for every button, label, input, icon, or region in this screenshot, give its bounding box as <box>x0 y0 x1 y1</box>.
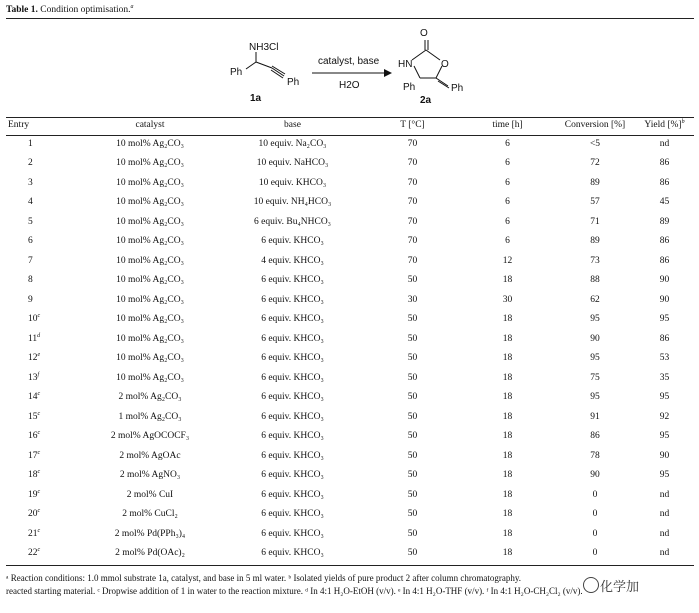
cell-base: 6 equiv. KHCO₃ <box>261 470 324 481</box>
cell-conversion: 88 <box>590 275 600 286</box>
cell-entry <box>6 466 80 486</box>
cell-temperature: 50 <box>407 333 418 344</box>
cell-yield: nd <box>659 548 670 559</box>
cell-entry <box>6 524 80 544</box>
cell-entry <box>6 134 80 154</box>
entry-footnote-mark: d <box>37 332 41 339</box>
cell-conversion: 62 <box>590 294 600 305</box>
cell-temperature: 30 <box>407 294 418 305</box>
cell-base: 6 equiv. KHCO₃ <box>261 450 324 461</box>
header-catalyst: catalyst <box>135 120 165 130</box>
table-row <box>6 251 694 271</box>
entry-number: 14 <box>28 392 38 403</box>
cell-entry <box>6 427 80 447</box>
cell-time: 18 <box>502 372 513 383</box>
cell-yield: 86 <box>659 158 670 169</box>
cell-conversion: 90 <box>590 333 600 344</box>
cell-conversion: 90 <box>590 470 600 481</box>
entry-number: 19 <box>28 489 38 500</box>
entry-footnote-mark: c <box>37 430 41 437</box>
cell-time: 30 <box>502 294 513 305</box>
cell-catalyst: 10 mol% Ag₂CO₃ <box>116 197 184 208</box>
entry-number: 18 <box>28 470 38 481</box>
header-bottom-rule <box>6 135 694 136</box>
cell-base: 6 equiv. KHCO₃ <box>261 314 324 325</box>
cell-yield: 95 <box>659 314 670 325</box>
cell-base: 10 equiv. Na₂CO₃ <box>258 138 327 149</box>
cell-entry <box>6 505 80 525</box>
cell-base: 6 equiv. KHCO₃ <box>261 548 324 559</box>
cell-conversion: 89 <box>590 236 600 247</box>
cell-conversion: 73 <box>590 255 600 266</box>
cell-temperature: 50 <box>407 275 418 286</box>
cell-base: 6 equiv. KHCO₃ <box>261 489 324 500</box>
cell-catalyst: 2 mol% Ag₂CO₃ <box>118 392 182 403</box>
cell-yield: 92 <box>659 411 670 422</box>
cell-entry <box>6 173 80 193</box>
table-caption <box>6 5 134 15</box>
cell-catalyst: 10 mol% Ag₂CO₃ <box>116 333 184 344</box>
reactant-ph1: Ph <box>230 67 243 78</box>
entry-number: 5 <box>28 216 33 227</box>
header-yield-text: Yield [%] <box>644 120 682 130</box>
cell-temperature: 70 <box>407 236 418 247</box>
entry-footnote-mark: e <box>37 352 41 359</box>
table-row <box>6 544 694 564</box>
cell-yield: 53 <box>659 353 670 364</box>
entry-number: 12 <box>28 353 38 364</box>
table-row <box>6 427 694 447</box>
entry-footnote-mark: c <box>37 313 41 320</box>
cell-yield: 90 <box>659 450 670 461</box>
table-row <box>6 485 694 505</box>
cell-entry <box>6 446 80 466</box>
cell-time: 18 <box>502 470 513 481</box>
table-row <box>6 524 694 544</box>
entry-number: 15 <box>28 411 38 422</box>
cell-time: 18 <box>502 314 513 325</box>
table-row <box>6 349 694 369</box>
reactant-ph2: Ph <box>287 77 300 88</box>
cell-time: 18 <box>502 431 513 442</box>
entry-number: 1 <box>28 138 33 149</box>
cell-time: 6 <box>505 216 510 227</box>
product-carbonyl-o: O <box>420 28 428 39</box>
entry-number: 3 <box>28 177 33 188</box>
cell-catalyst: 2 mol% AgNO₃ <box>119 470 181 481</box>
cell-temperature: 50 <box>407 431 418 442</box>
cell-entry <box>6 193 80 213</box>
cell-temperature: 70 <box>407 177 418 188</box>
product-2a-structure <box>398 28 463 106</box>
cell-yield: 90 <box>659 275 670 286</box>
table-row <box>6 407 694 427</box>
entry-number: 10 <box>28 314 38 325</box>
cell-temperature: 50 <box>407 392 418 403</box>
cell-conversion: 0 <box>592 548 598 559</box>
entry-footnote-mark: c <box>37 391 41 398</box>
cell-entry <box>6 154 80 174</box>
cell-conversion: 95 <box>590 314 600 325</box>
cell-entry <box>6 271 80 291</box>
cell-yield: nd <box>659 138 670 149</box>
cell-catalyst: 10 mol% Ag₂CO₃ <box>116 255 184 266</box>
cell-temperature: 70 <box>407 197 418 208</box>
cell-entry <box>6 544 80 564</box>
header-entry: Entry <box>8 120 30 130</box>
cell-conversion: 78 <box>590 450 600 461</box>
cell-temperature: 70 <box>407 158 418 169</box>
cell-time: 6 <box>505 138 510 149</box>
cell-catalyst: 10 mol% Ag₂CO₃ <box>116 138 184 149</box>
cell-time: 18 <box>502 548 513 559</box>
cell-temperature: 50 <box>407 411 418 422</box>
table-row <box>6 154 694 174</box>
cell-yield: 86 <box>659 255 670 266</box>
entry-footnote-mark: c <box>37 488 41 495</box>
cell-catalyst: 10 mol% Ag₂CO₃ <box>116 372 184 383</box>
cell-entry <box>6 310 80 330</box>
cell-catalyst: 2 mol% AgOCOCF₃ <box>110 431 190 442</box>
watermark-text: 化学加 <box>600 580 640 595</box>
cell-entry <box>6 232 80 252</box>
cell-conversion: 57 <box>590 197 600 208</box>
reactant-label: 1a <box>250 93 262 104</box>
entry-number: 6 <box>28 236 33 247</box>
table-header-row <box>6 116 694 134</box>
cell-entry <box>6 388 80 408</box>
entry-number: 17 <box>28 450 38 461</box>
cell-catalyst: 2 mol% CuI <box>126 489 174 500</box>
cell-temperature: 50 <box>407 450 418 461</box>
cell-temperature: 50 <box>407 489 418 500</box>
cell-time: 6 <box>505 236 510 247</box>
cell-time: 6 <box>505 158 510 169</box>
entry-number: 16 <box>28 431 38 442</box>
entry-number: 22 <box>28 548 38 559</box>
table-row <box>6 388 694 408</box>
header-time: time [h] <box>492 120 523 130</box>
cell-time: 18 <box>502 353 513 364</box>
cell-catalyst: 10 mol% Ag₂CO₃ <box>116 236 184 247</box>
cell-catalyst: 10 mol% Ag₂CO₃ <box>116 314 184 325</box>
cell-base: 6 equiv. KHCO₃ <box>261 509 324 520</box>
top-rule <box>6 18 694 19</box>
cell-yield: 86 <box>659 177 670 188</box>
cell-conversion: 72 <box>590 158 600 169</box>
entry-footnote-mark: c <box>37 469 41 476</box>
entry-footnote-mark: c <box>37 547 41 554</box>
cell-entry <box>6 251 80 271</box>
product-hn: HN <box>398 59 413 70</box>
cell-yield: nd <box>659 509 670 520</box>
cell-catalyst: 2 mol% Pd(OAc)₂ <box>115 548 185 559</box>
cell-yield: nd <box>659 528 670 539</box>
cell-base: 6 equiv. KHCO₃ <box>261 528 324 539</box>
cell-temperature: 50 <box>407 353 418 364</box>
cell-time: 6 <box>505 197 510 208</box>
entry-number: 4 <box>28 197 33 208</box>
cell-conversion: 0 <box>592 528 598 539</box>
cell-entry <box>6 290 80 310</box>
cell-conversion: 86 <box>590 431 600 442</box>
table-row <box>6 368 694 388</box>
table-row <box>6 446 694 466</box>
cell-temperature: 50 <box>407 470 418 481</box>
table-row <box>6 212 694 232</box>
cell-base: 6 equiv. KHCO₃ <box>261 275 324 286</box>
cell-yield: 86 <box>659 333 670 344</box>
entry-number: 11 <box>28 333 38 344</box>
cell-temperature: 70 <box>407 138 418 149</box>
cell-time: 12 <box>502 255 513 266</box>
header-yield-sup: b <box>681 118 685 125</box>
cell-base: 6 equiv. KHCO₃ <box>261 411 324 422</box>
cell-temperature: 50 <box>407 548 418 559</box>
table-row <box>6 193 694 213</box>
product-ph2: Ph <box>451 83 464 94</box>
cell-catalyst: 10 mol% Ag₂CO₃ <box>116 294 184 305</box>
entry-number: 2 <box>28 158 33 169</box>
table-row <box>6 310 694 330</box>
table-row <box>6 329 694 349</box>
table-row <box>6 232 694 252</box>
header-yield <box>635 116 694 134</box>
cell-conversion: 75 <box>590 372 600 383</box>
cell-catalyst: 2 mol% Pd(PPh₃)₄ <box>114 528 186 539</box>
cell-base: 10 equiv. NaHCO₃ <box>256 158 329 169</box>
cell-temperature: 70 <box>407 216 418 227</box>
cell-yield: 95 <box>659 392 670 403</box>
table-body <box>6 134 694 563</box>
cell-base: 6 equiv. KHCO₃ <box>261 333 324 344</box>
cell-temperature: 50 <box>407 372 418 383</box>
cell-base: 10 equiv. KHCO₃ <box>258 177 327 188</box>
cell-yield: nd <box>659 489 670 500</box>
reactant-1a-structure <box>230 42 299 104</box>
cell-time: 18 <box>502 392 513 403</box>
cell-catalyst: 1 mol% Ag₂CO₃ <box>118 411 182 422</box>
cell-conversion: 91 <box>590 411 600 422</box>
cell-catalyst: 10 mol% Ag₂CO₃ <box>116 353 184 364</box>
cell-conversion: 95 <box>590 392 600 403</box>
cell-time: 18 <box>502 275 513 286</box>
reaction-arrow <box>312 56 392 91</box>
product-label: 2a <box>420 95 432 106</box>
entry-number: 7 <box>28 255 33 266</box>
cell-catalyst: 10 mol% Ag₂CO₃ <box>116 275 184 286</box>
cell-yield: 45 <box>659 197 670 208</box>
entry-footnote-mark: c <box>37 527 41 534</box>
caption-label: Table 1. <box>6 5 38 15</box>
cell-entry <box>6 212 80 232</box>
entry-number: 9 <box>28 294 33 305</box>
footnote-line-1: ᵃ Reaction conditions: 1.0 mmol substrate 1a, catalyst, and base in 5 ml water. ᵇ Isolated yields of pure product 2 after column chromatography. <box>6 573 522 583</box>
cell-base: 6 equiv. Bu₄NHCO₃ <box>254 216 331 227</box>
reactant-amine: NH3Cl <box>249 42 279 53</box>
table-row <box>6 505 694 525</box>
cell-temperature: 50 <box>407 528 418 539</box>
entry-number: 20 <box>28 509 38 520</box>
cell-time: 18 <box>502 528 513 539</box>
cell-yield: 90 <box>659 294 670 305</box>
table-bottom-rule <box>6 565 694 566</box>
table-row <box>6 466 694 486</box>
cell-time: 18 <box>502 411 513 422</box>
cell-time: 18 <box>502 509 513 520</box>
cell-catalyst: 10 mol% Ag₂CO₃ <box>116 158 184 169</box>
entry-footnote-mark: c <box>37 508 41 515</box>
table-row <box>6 290 694 310</box>
cell-catalyst: 2 mol% AgOAc <box>119 450 181 461</box>
cell-temperature: 50 <box>407 509 418 520</box>
cell-time: 6 <box>505 177 510 188</box>
conditions-table <box>6 116 694 563</box>
cell-entry <box>6 407 80 427</box>
cell-catalyst: 2 mol% CuCl₂ <box>122 509 178 520</box>
arrow-bottom-label: H2O <box>339 80 360 91</box>
table-row <box>6 271 694 291</box>
cell-conversion: <5 <box>589 138 601 149</box>
cell-catalyst: 10 mol% Ag₂CO₃ <box>116 216 184 227</box>
entry-number: 13 <box>28 372 38 383</box>
reaction-scheme <box>0 22 699 118</box>
cell-temperature: 50 <box>407 314 418 325</box>
entry-number: 8 <box>28 275 33 286</box>
header-temperature: T [°C] <box>400 120 425 130</box>
cell-conversion: 89 <box>590 177 600 188</box>
product-ph1: Ph <box>403 82 416 93</box>
cell-conversion: 0 <box>592 489 598 500</box>
header-base: base <box>284 120 301 130</box>
footnote-line-2: reacted starting material. ᶜ Dropwise addition of 1 in water to the reaction mixture. ᵈ In 4:1 H₂O-EtOH (v/v). ᵉ In 4:1 H₂O-THF (v/v). ᶠ In 4:1 H₂O-CH₂Cl₂ (v/v). <box>6 586 583 596</box>
cell-base: 4 equiv. KHCO₃ <box>261 255 324 266</box>
header-conversion: Conversion [%] <box>564 120 626 130</box>
cell-yield: 86 <box>659 236 670 247</box>
cell-entry <box>6 329 80 349</box>
entry-number: 21 <box>28 528 38 539</box>
entry-footnote-mark: f <box>37 371 40 378</box>
cell-base: 6 equiv. KHCO₃ <box>261 353 324 364</box>
entry-footnote-mark: c <box>37 449 41 456</box>
cell-yield: 89 <box>659 216 670 227</box>
cell-base: 6 equiv. KHCO₃ <box>261 372 324 383</box>
table-row <box>6 173 694 193</box>
cell-temperature: 70 <box>407 255 418 266</box>
entry-footnote-mark: c <box>37 410 41 417</box>
cell-base: 10 equiv. NH₄HCO₃ <box>253 197 332 208</box>
cell-base: 6 equiv. KHCO₃ <box>261 431 324 442</box>
cell-yield: 95 <box>659 470 670 481</box>
cell-entry <box>6 485 80 505</box>
cell-conversion: 95 <box>590 353 600 364</box>
caption-text: Condition optimisation. <box>40 5 131 15</box>
caption-sup: a <box>130 3 134 10</box>
cell-catalyst: 10 mol% Ag₂CO₃ <box>116 177 184 188</box>
product-ring-o: O <box>441 59 449 70</box>
cell-time: 18 <box>502 450 513 461</box>
cell-conversion: 0 <box>592 509 598 520</box>
cell-time: 18 <box>502 333 513 344</box>
cell-conversion: 71 <box>590 216 600 227</box>
cell-base: 6 equiv. KHCO₃ <box>261 392 324 403</box>
cell-time: 18 <box>502 489 513 500</box>
cell-entry <box>6 368 80 388</box>
table-row <box>6 134 694 154</box>
cell-yield: 35 <box>659 372 670 383</box>
watermark-icon <box>583 577 599 593</box>
cell-base: 6 equiv. KHCO₃ <box>261 236 324 247</box>
cell-yield: 95 <box>659 431 670 442</box>
cell-base: 6 equiv. KHCO₃ <box>261 294 324 305</box>
arrow-top-label: catalyst, base <box>318 56 380 67</box>
cell-entry <box>6 349 80 369</box>
